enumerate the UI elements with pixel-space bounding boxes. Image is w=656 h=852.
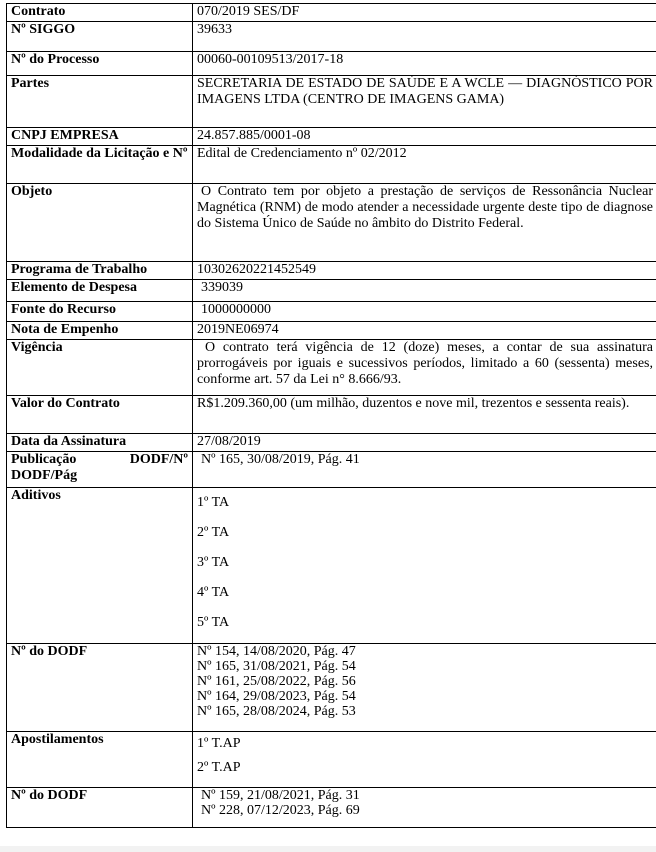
aditivo-item: 3º TA (197, 555, 230, 570)
value-cnpj: 24.857.885/0001-08 (193, 128, 656, 146)
table-row (7, 76, 656, 128)
value-objeto: O Contrato tem por objeto a prestação de serviços de Ressonância Nuclear Magnética (RNM) de modo atender a necessidade urgente deste tipo de diagnose do Sistema Único de Saúde no âmbito do Distrito Federal. (193, 184, 656, 262)
table-row (7, 302, 656, 322)
table-row (7, 788, 656, 828)
value-elemento: 339039 (193, 280, 656, 302)
table-row (7, 322, 656, 340)
dodf-item: Nº 228, 07/12/2023, Pág. 69 (201, 803, 360, 818)
value-dodf-aditivos (193, 644, 656, 732)
value-siggo: 39633 (193, 22, 656, 52)
publicacao-label-b: DODF/Nº (129, 452, 188, 467)
publicacao-label-line (11, 452, 188, 468)
label-empenho: Nota de Empenho (7, 322, 193, 340)
aditivo-item: 2º TA (197, 525, 230, 540)
apostilamento-item: 1º T.AP (197, 736, 241, 751)
table-row (7, 4, 656, 22)
label-cnpj: CNPJ EMPRESA (7, 128, 193, 146)
value-aditivos (193, 488, 656, 644)
table-row (7, 488, 656, 644)
label-aditivos: Aditivos (7, 488, 193, 644)
label-vigencia: Vigência (7, 340, 193, 396)
value-vigencia: O contrato terá vigência de 12 (doze) meses, a contar de sua assinatura prorrogáveis por iguais e sucessivos períodos, limitado a 60 (sessenta) meses, conforme art. 57 da Lei n° 8.666/93. (193, 340, 656, 396)
label-objeto: Objeto (7, 184, 193, 262)
dodf-item: Nº 159, 21/08/2021, Pág. 31 (201, 788, 360, 803)
publicacao-label-c: DODF/Pág (11, 468, 78, 483)
value-apostilamentos (193, 732, 656, 788)
table-row (7, 262, 656, 280)
label-dodf-apost: Nº do DODF (7, 788, 193, 828)
label-publicacao (7, 452, 193, 488)
table-row (7, 52, 656, 76)
table-row (7, 732, 656, 788)
value-modalidade: Edital de Credenciamento nº 02/2012 (193, 146, 656, 184)
table-row (7, 22, 656, 52)
dodf-item: Nº 164, 29/08/2023, Pág. 54 (197, 689, 356, 704)
aditivo-item: 4º TA (197, 585, 230, 600)
table-row (7, 340, 656, 396)
value-partes: SECRETARIA DE ESTADO DE SAÚDE E A WCLE — DIAGNÓSTICO POR IMAGENS LTDA (CENTRO DE IMAGENS GAMA) (193, 76, 656, 128)
contract-table (6, 3, 656, 828)
label-dodf-aditivos: Nº do DODF (7, 644, 193, 732)
dodf-item: Nº 165, 31/08/2021, Pág. 54 (197, 659, 356, 674)
value-fonte: 1000000000 (193, 302, 656, 322)
label-modalidade: Modalidade da Licitação e Nº (7, 146, 193, 184)
label-siggo: Nº SIGGO (7, 22, 193, 52)
value-processo: 00060-00109513/2017-18 (193, 52, 656, 76)
label-partes: Partes (7, 76, 193, 128)
table-row (7, 434, 656, 452)
dodf-item: Nº 161, 25/08/2022, Pág. 56 (197, 674, 356, 689)
value-programa: 10302620221452549 (193, 262, 656, 280)
label-fonte: Fonte do Recurso (7, 302, 193, 322)
dodf-item: Nº 165, 28/08/2024, Pág. 53 (197, 704, 356, 719)
label-valor: Valor do Contrato (7, 396, 193, 434)
apostilamento-item: 2º T.AP (197, 760, 241, 775)
table-row (7, 146, 656, 184)
value-contrato: 070/2019 SES/DF (193, 4, 656, 22)
value-data-assinatura: 27/08/2019 (193, 434, 656, 452)
label-data-assinatura: Data da Assinatura (7, 434, 193, 452)
aditivo-item: 1º TA (197, 495, 230, 510)
value-valor: R$1.209.360,00 (um milhão, duzentos e nove mil, trezentos e sessenta reais). (193, 396, 656, 434)
label-programa: Programa de Trabalho (7, 262, 193, 280)
label-contrato: Contrato (7, 4, 193, 22)
label-processo: Nº do Processo (7, 52, 193, 76)
table-row (7, 396, 656, 434)
label-elemento: Elemento de Despesa (7, 280, 193, 302)
table-row (7, 644, 656, 732)
value-dodf-apost (193, 788, 656, 828)
table-row (7, 184, 656, 262)
aditivo-item: 5º TA (197, 615, 230, 630)
table-row (7, 452, 656, 488)
value-publicacao: Nº 165, 30/08/2019, Pág. 41 (193, 452, 656, 488)
dodf-item: Nº 154, 14/08/2020, Pág. 47 (197, 644, 356, 659)
table-row (7, 128, 656, 146)
table-row (7, 280, 656, 302)
label-apostilamentos: Apostilamentos (7, 732, 193, 788)
publicacao-label-a: Publicação (11, 452, 77, 467)
page-bottom-edge (0, 846, 656, 852)
value-empenho: 2019NE06974 (193, 322, 656, 340)
